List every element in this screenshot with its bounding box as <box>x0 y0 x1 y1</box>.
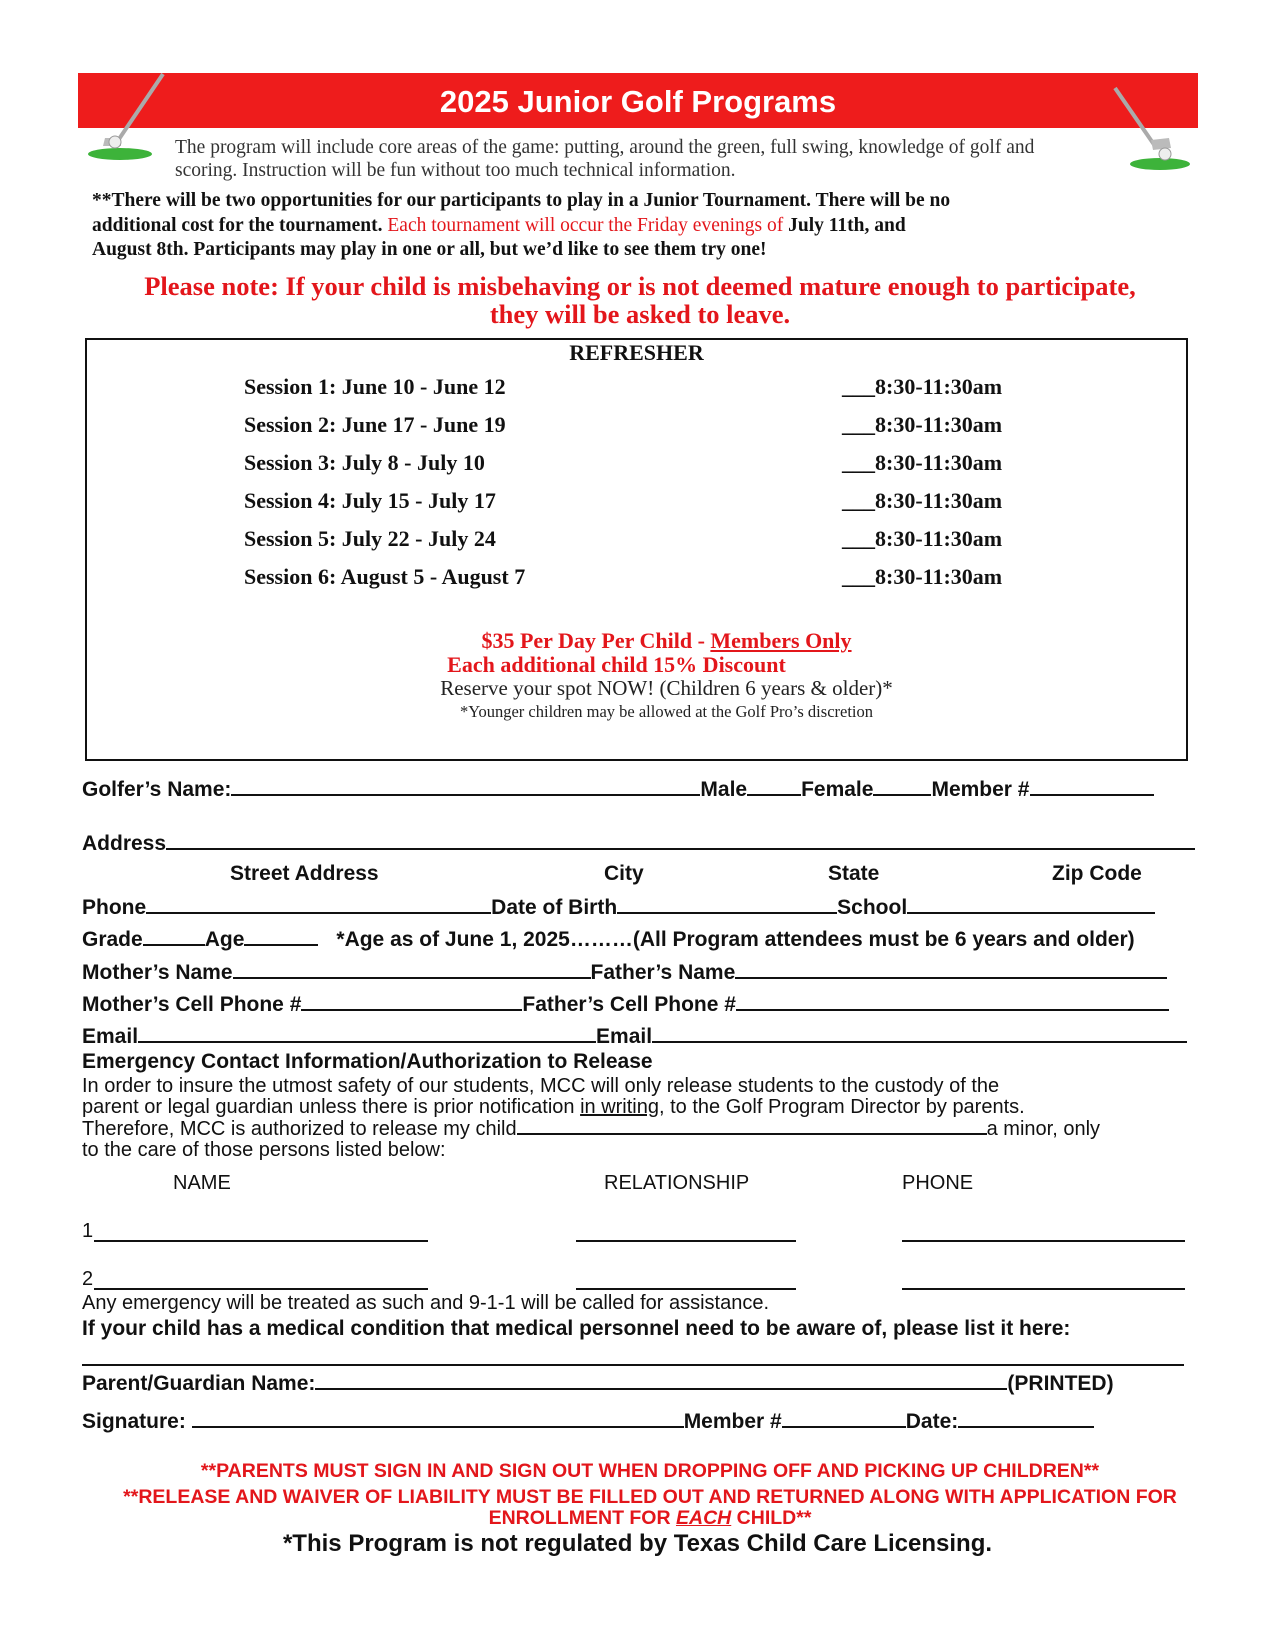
waiver-line <box>70 1508 1230 1529</box>
intro-line: scoring. Instruction will be fun without too much technical information. <box>175 160 736 181</box>
father-cell-label: Father’s Cell Phone # <box>522 993 736 1016</box>
tournament-info <box>92 189 1212 263</box>
grade-field[interactable] <box>143 926 205 946</box>
address-field[interactable] <box>166 830 1195 850</box>
signature-field[interactable] <box>192 1408 684 1428</box>
session-time-checkbox[interactable]: ___8:30-11:30am <box>842 374 1003 399</box>
phone-label: Phone <box>82 896 147 919</box>
member-number-label: Member # <box>683 1410 782 1433</box>
child-name-field[interactable] <box>517 1118 987 1135</box>
contact-row-number: 1 <box>82 1220 94 1242</box>
mother-cell-label: Mother’s Cell Phone # <box>82 993 302 1016</box>
session-time-checkbox[interactable]: ___8:30-11:30am <box>842 526 1003 551</box>
street-address-caption: Street Address <box>230 862 379 885</box>
golfer-name-label: Golfer’s Name: <box>82 778 232 801</box>
waiver-line: **RELEASE AND WAIVER OF LIABILITY MUST BE FILLED OUT AND RETURNED ALONG WITH APPLICATION FOR <box>123 1486 1177 1508</box>
date-field[interactable] <box>958 1408 1094 1428</box>
emergency-paragraph <box>82 1076 1100 1161</box>
emergency-line: to the care of those persons listed below: <box>82 1139 446 1161</box>
male-field[interactable] <box>747 776 801 796</box>
golf-club-left-icon <box>85 72 175 164</box>
price-text: $35 Per Day Per Child - <box>481 628 711 653</box>
intro-line: The program will include core areas of the game: putting, around the green, full swing, knowledge of golf and <box>175 137 1035 158</box>
younger-note: *Younger children may be allowed at the Golf Pro’s discretion <box>459 702 874 721</box>
contact-1-name-field[interactable] <box>94 1240 428 1242</box>
signature-row <box>82 1408 1094 1434</box>
medical-condition-prompt: If your child has a medical condition that medical personnel need to be aware of, please list it here: <box>82 1317 1071 1340</box>
session-time-checkbox[interactable]: ___8:30-11:30am <box>842 450 1003 475</box>
school-label: School <box>837 896 908 919</box>
age-note: *Age as of June 1, 2025………(All Program attendees must be 6 years and older) <box>336 928 1135 951</box>
price-line <box>117 628 1216 654</box>
school-field[interactable] <box>907 894 1155 914</box>
phone-row <box>82 894 1155 920</box>
tournament-text: July 11th, and <box>783 214 906 236</box>
contact-2-phone-field[interactable] <box>902 1288 1185 1290</box>
member-number-field[interactable] <box>1030 776 1154 796</box>
parent-name-label: Parent/Guardian Name: <box>82 1372 316 1395</box>
page-title: 2025 Junior Golf Programs <box>78 73 1198 128</box>
session-label: Session 6: August 5 - August 7 <box>244 564 526 589</box>
emergency-line <box>82 1097 1100 1118</box>
phone-field[interactable] <box>146 894 491 914</box>
behavior-notice <box>80 272 1200 328</box>
phone-column-header: PHONE <box>902 1172 974 1194</box>
intro-text <box>175 136 1175 182</box>
contact-2-name-field[interactable] <box>94 1288 428 1290</box>
refresher-title: REFRESHER <box>569 340 704 365</box>
reserve-line: Reserve your spot NOW! (Children 6 years & older)* <box>440 676 893 700</box>
refresher-box <box>85 338 1188 761</box>
tournament-line: **There will be two opportunities for our participants to play in a Junior Tournament. There will be no <box>92 190 951 211</box>
golfer-name-row <box>82 776 1154 802</box>
male-label: Male <box>700 778 748 801</box>
notice-line: they will be asked to leave. <box>489 299 791 329</box>
golfer-name-field[interactable] <box>231 776 700 796</box>
sign-in-notice: **PARENTS MUST SIGN IN AND SIGN OUT WHEN DROPPING OFF AND PICKING UP CHILDREN** <box>200 1460 1100 1482</box>
address-row <box>82 830 1195 856</box>
mother-name-field[interactable] <box>233 959 591 979</box>
female-field[interactable] <box>873 776 931 796</box>
mother-name-label: Mother’s Name <box>82 961 233 984</box>
emergency-line: In order to insure the utmost safety of our students, MCC will only release students to the custody of the <box>82 1075 1000 1097</box>
parents-name-row <box>82 959 1167 985</box>
tournament-dates-highlight: Each tournament will occur the Friday evenings of <box>387 214 784 236</box>
contact-1-phone-field[interactable] <box>902 1240 1185 1242</box>
name-column-header: NAME <box>173 1172 231 1194</box>
member-number-field[interactable] <box>782 1408 906 1428</box>
date-of-birth-label: Date of Birth <box>491 896 618 919</box>
tournament-line <box>92 214 1212 239</box>
date-of-birth-field[interactable] <box>617 894 837 914</box>
state-caption: State <box>828 862 880 885</box>
mother-cell-field[interactable] <box>301 991 522 1011</box>
city-caption: City <box>604 862 644 885</box>
contact-2-relationship-field[interactable] <box>576 1288 796 1290</box>
waiver-notice <box>70 1487 1230 1529</box>
emergency-text: parent or legal guardian unless there is prior notification <box>82 1096 581 1118</box>
emergency-heading: Emergency Contact Information/Authorization to Release <box>82 1050 653 1073</box>
emergency-text: a minor, only <box>986 1118 1101 1140</box>
address-label: Address <box>82 832 167 855</box>
email-row <box>82 1023 1187 1049</box>
contact-1-relationship-field[interactable] <box>576 1240 796 1242</box>
emergency-text: , to the Golf Program Director by parents. <box>659 1096 1025 1118</box>
notice-line: Please note: If your child is misbehaving or is not deemed mature enough to participate, <box>144 271 1136 301</box>
tournament-text: additional cost for the tournament. <box>92 214 388 236</box>
zip-code-caption: Zip Code <box>1052 862 1142 885</box>
members-only-text: Members Only <box>710 628 852 653</box>
parents-cell-row <box>82 991 1169 1017</box>
session-label: Session 4: July 15 - July 17 <box>244 488 496 513</box>
session-time-checkbox[interactable]: ___8:30-11:30am <box>842 488 1003 513</box>
grade-age-row <box>82 926 1135 952</box>
medical-condition-field[interactable] <box>82 1364 1184 1366</box>
age-field[interactable] <box>244 926 318 946</box>
printed-label: (PRINTED) <box>1007 1372 1114 1395</box>
age-label: Age <box>204 928 245 951</box>
email-label: Email <box>82 1025 139 1048</box>
session-time-checkbox[interactable]: ___8:30-11:30am <box>842 412 1003 437</box>
mother-email-field[interactable] <box>138 1023 596 1043</box>
member-number-label: Member # <box>931 778 1030 801</box>
contact-row-number: 2 <box>82 1268 94 1290</box>
father-name-field[interactable] <box>735 959 1167 979</box>
email-label: Email <box>596 1025 653 1048</box>
tournament-line: August 8th. Participants may play in one or all, but we’d like to see them try one! <box>92 239 767 260</box>
session-label: Session 5: July 22 - July 24 <box>244 526 496 551</box>
father-email-field[interactable] <box>652 1023 1187 1043</box>
emergency-911-note: Any emergency will be treated as such and 9-1-1 will be called for assistance. <box>82 1292 770 1314</box>
emergency-text: Therefore, MCC is authorized to release my child <box>82 1118 517 1140</box>
signature-label: Signature: <box>82 1410 192 1433</box>
relationship-column-header: RELATIONSHIP <box>604 1172 750 1194</box>
licensing-disclaimer: *This Program is not regulated by Texas Child Care Licensing. <box>282 1530 993 1557</box>
each-emphasis: EACH <box>675 1507 732 1529</box>
father-cell-field[interactable] <box>736 991 1169 1011</box>
session-label: Session 2: June 17 - June 19 <box>244 412 506 437</box>
session-label: Session 1: June 10 - June 12 <box>244 374 506 399</box>
date-label: Date: <box>905 1410 959 1433</box>
father-name-label: Father’s Name <box>590 961 736 984</box>
waiver-text: CHILD** <box>731 1507 812 1529</box>
in-writing-text: in writing <box>580 1096 659 1118</box>
session-label: Session 3: July 8 - July 10 <box>244 450 485 475</box>
parent-name-row <box>82 1370 1114 1396</box>
waiver-text: ENROLLMENT FOR <box>488 1507 676 1529</box>
female-label: Female <box>801 778 874 801</box>
emergency-line <box>82 1118 1100 1140</box>
parent-name-field[interactable] <box>315 1370 1007 1390</box>
grade-label: Grade <box>82 928 143 951</box>
session-time-checkbox[interactable]: ___8:30-11:30am <box>842 564 1003 589</box>
discount-line: Each additional child 15% Discount <box>447 652 786 677</box>
